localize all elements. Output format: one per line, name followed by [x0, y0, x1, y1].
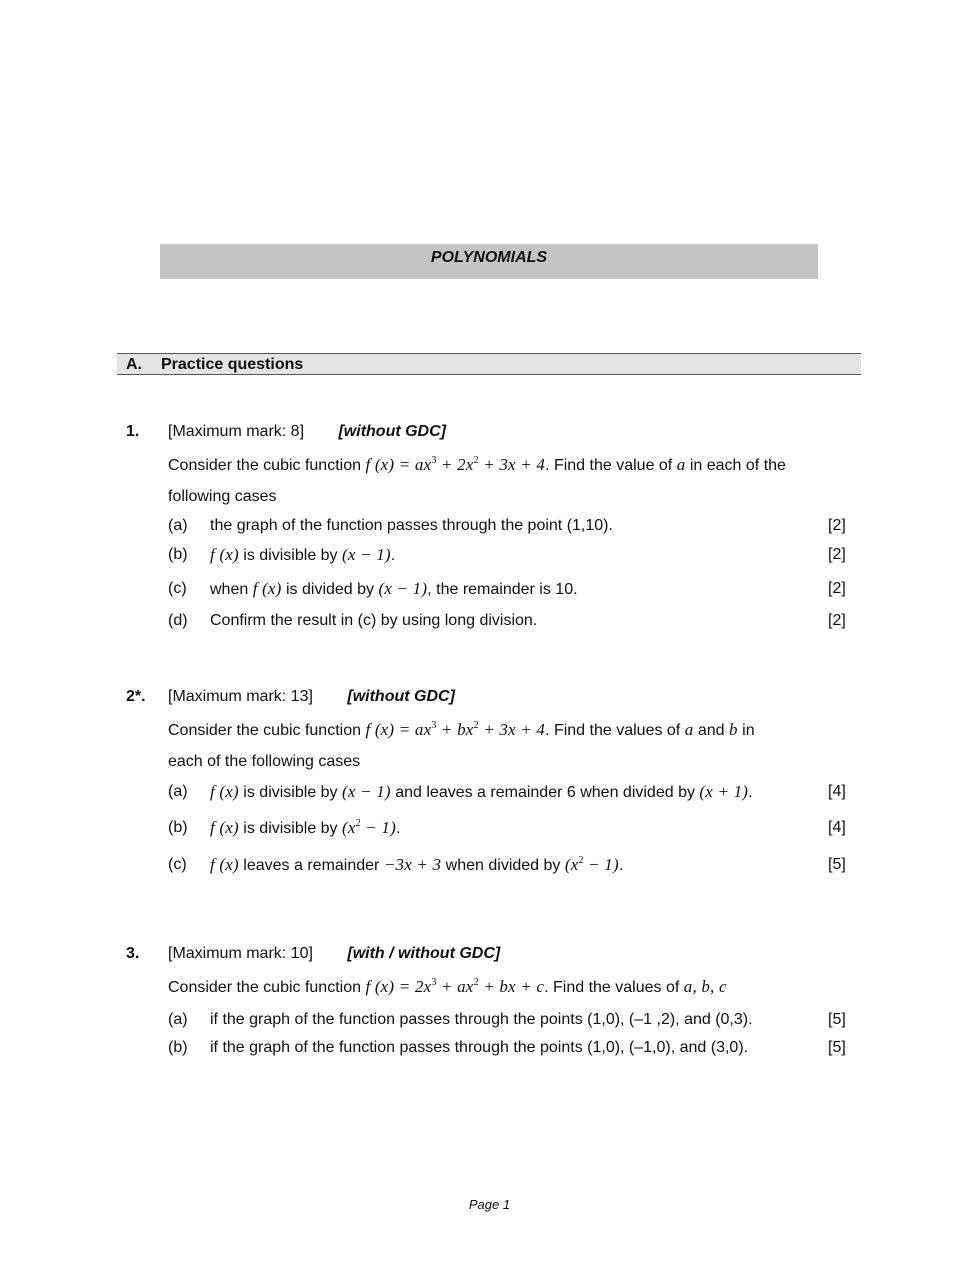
question-number: 3.: [126, 945, 140, 962]
part-text: f (x) is divisible by (x − 1) and leaves a remainder 6 when divided by (x + 1).: [210, 782, 753, 801]
part-label: (a): [168, 783, 188, 800]
max-mark: [Maximum mark: 8]: [168, 423, 305, 440]
question-header: [168, 423, 446, 441]
intro-text: . Find the values of: [544, 979, 680, 996]
part-mark: [2]: [828, 517, 846, 534]
part-text: f (x) leaves a remainder −3x + 3 when divided by $(x^2 - 1)$.: [210, 855, 624, 874]
part-mark: [5]: [828, 1011, 846, 1028]
question-number: 2*.: [126, 688, 146, 705]
math-expression: f $(x) = ax^3 + bx^2 + 3x + 4$: [365, 720, 546, 739]
question-header: [168, 688, 455, 706]
question-header: [168, 945, 500, 963]
gdc-tag: [without GDC]: [347, 688, 455, 705]
intro-text: Consider the cubic function: [168, 979, 361, 996]
math-expression: f (x): [210, 545, 239, 564]
part-mark: [5]: [828, 1039, 846, 1056]
part-label: (a): [168, 1011, 188, 1028]
part-label: (b): [168, 546, 188, 563]
question-intro-cont: each of the following cases: [168, 753, 361, 770]
math-variable: a: [684, 720, 694, 739]
section-title: Practice questions: [161, 356, 304, 373]
math-expression: −3x + 3: [383, 855, 442, 874]
part-mark: [2]: [828, 612, 846, 629]
math-expression: $(x^2 - 1)$: [564, 855, 619, 874]
part-text: if the graph of the function passes through the points (1,0), (–1,0), and (3,0).: [210, 1039, 749, 1056]
part-text: the graph of the function passes through the point (1,10).: [210, 517, 613, 534]
intro-text: Consider the cubic function: [168, 457, 361, 474]
section-header: [117, 353, 861, 375]
math-expression: (x − 1): [378, 579, 428, 598]
max-mark: [Maximum mark: 10]: [168, 945, 313, 962]
part-label: (b): [168, 819, 188, 836]
part-mark: [5]: [828, 856, 846, 873]
part-label: (d): [168, 612, 188, 629]
math-expression: (x − 1): [342, 545, 391, 564]
part-text: f (x) is divisible by $(x^2 - 1)$.: [210, 818, 401, 837]
question-intro: [168, 977, 727, 997]
math-expression: f (x): [210, 818, 239, 837]
page-footer: Page 1: [468, 1197, 511, 1212]
max-mark: [Maximum mark: 13]: [168, 688, 313, 705]
page-title: POLYNOMIALS: [160, 244, 818, 279]
intro-text: Consider the cubic function: [168, 722, 361, 739]
gdc-tag: [with / without GDC]: [347, 945, 501, 962]
part-text: if the graph of the function passes through the points (1,0), (–1 ,2), and (0,3).: [210, 1011, 753, 1028]
part-mark: [2]: [828, 546, 846, 563]
question-intro: [168, 455, 786, 475]
question-number: 1.: [126, 423, 140, 440]
math-expression: f (x): [252, 579, 282, 598]
part-mark: [2]: [828, 580, 846, 597]
math-variable: a, b, c: [683, 977, 727, 996]
math-expression: f (x): [210, 855, 239, 874]
math-expression: $(x^2 - 1)$: [342, 818, 396, 837]
math-expression: (x − 1): [342, 782, 391, 801]
part-mark: [4]: [828, 783, 846, 800]
section-label: A.: [126, 356, 142, 373]
part-text: when f (x) is divided by (x − 1), the remainder is 10.: [210, 579, 578, 598]
math-variable: a: [676, 455, 686, 474]
part-mark: [4]: [828, 819, 846, 836]
part-text: Confirm the result in (c) by using long division.: [210, 612, 538, 629]
part-label: (a): [168, 517, 188, 534]
part-label: (c): [168, 580, 187, 597]
gdc-tag: [without GDC]: [338, 423, 446, 440]
math-expression: f $(x) = ax^3 + 2x^2 + 3x + 4$: [365, 455, 546, 474]
question-intro: Consider the cubic function f $(x) = ax^3 + bx^2 + 3x + 4$. Find the values of a and b in: [168, 720, 755, 739]
question-intro-cont: following cases: [168, 488, 277, 505]
math-variable: b: [729, 720, 738, 739]
intro-text: in each of the: [689, 457, 786, 474]
part-label: (c): [168, 856, 187, 873]
math-expression: f (x): [210, 782, 239, 801]
intro-text: . Find the value of: [545, 457, 673, 474]
math-expression: f $(x) = 2x^3 + ax^2$ + bx + c: [365, 977, 545, 996]
part-text: f (x) is divisible by (x − 1).: [210, 545, 396, 564]
intro-text: . Find the values of: [545, 722, 681, 739]
math-expression: (x + 1): [699, 782, 749, 801]
part-label: (b): [168, 1039, 188, 1056]
